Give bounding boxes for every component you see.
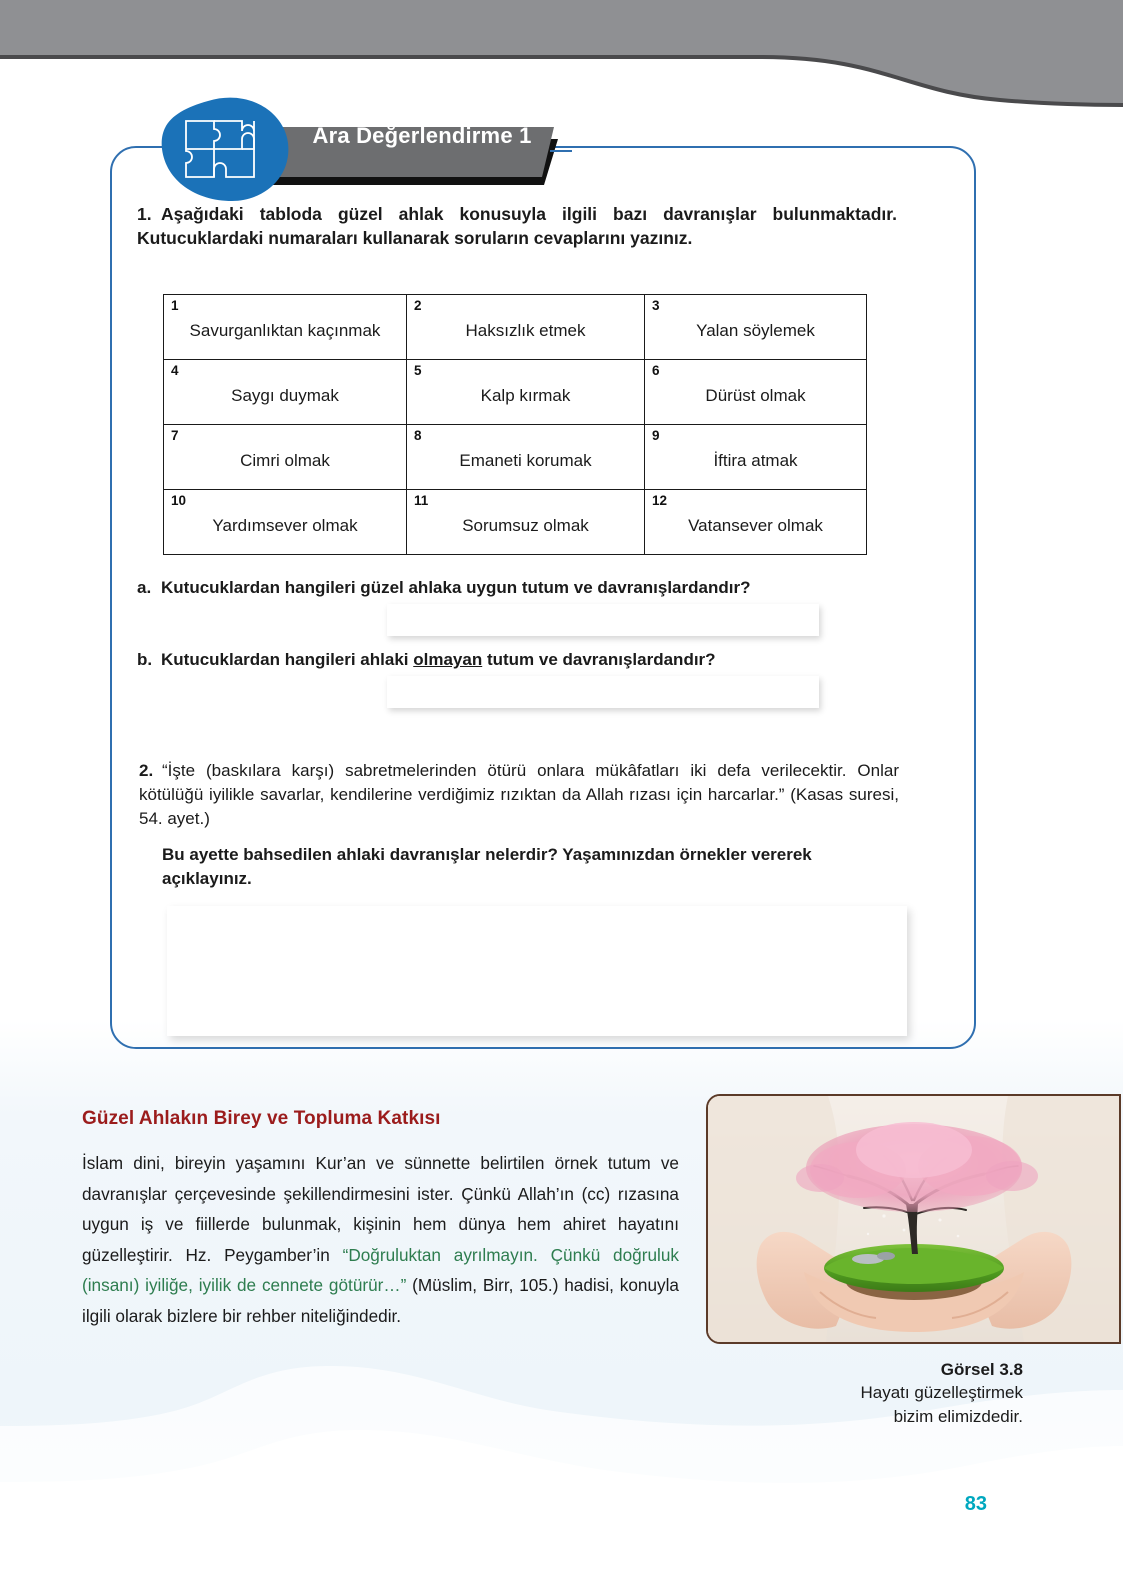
cell-text: Saygı duymak — [231, 385, 339, 405]
table-cell-12 — [645, 490, 867, 555]
cell-number: 5 — [414, 363, 422, 378]
cell-text: Dürüst olmak — [705, 385, 806, 405]
table-cell-10 — [164, 490, 407, 555]
table-cell-1 — [164, 295, 407, 360]
answer-field-question-2[interactable] — [167, 906, 907, 1036]
cell-text: İftira atmak — [713, 450, 798, 470]
article-hadith-quote: “Doğruluktan ayrılmayın. Çünkü doğruluk (insanı) iyiliğe, iyilik de cennete götürür…” — [82, 1244, 679, 1296]
cell-number: 12 — [652, 493, 668, 508]
table-cell-3 — [645, 295, 867, 360]
table-cell-2 — [407, 295, 645, 360]
cell-text: Savurganlıktan kaçınmak — [189, 320, 381, 340]
page-number: 83 — [964, 1493, 987, 1515]
question-2-prompt: Bu ayette bahsedilen ahlaki davranışlar nelerdir? Yaşamınızdan örnekler vererek açıklayınız. — [162, 845, 812, 889]
question-1 — [137, 202, 897, 250]
cell-text: Kalp kırmak — [480, 385, 571, 405]
sub-question-b — [137, 648, 757, 673]
behaviours-table — [163, 294, 867, 555]
sub-question-b-underlined: olmayan — [413, 650, 483, 669]
figure-caption-line-1: Hayatı güzelleştirmek — [860, 1383, 1023, 1403]
table-cell-6 — [645, 360, 867, 425]
cell-number: 11 — [414, 493, 429, 508]
table-cell-4 — [164, 360, 407, 425]
table-row — [164, 490, 867, 555]
badge-title: Ara Değerlendirme 1 — [312, 123, 532, 148]
cell-number: 4 — [171, 363, 179, 378]
activity-badge — [152, 93, 572, 205]
table-row — [164, 425, 867, 490]
cell-text: Yalan söylemek — [696, 320, 815, 340]
table-cell-11 — [407, 490, 645, 555]
sub-question-b-text-before: Kutucuklardan hangileri ahlaki — [161, 650, 414, 669]
cell-number: 7 — [171, 428, 179, 443]
figure-image — [706, 1094, 1121, 1344]
cell-text: Yardımsever olmak — [212, 515, 358, 535]
cell-number: 1 — [171, 298, 179, 313]
table-cell-8 — [407, 425, 645, 490]
sub-question-b-label: b. — [137, 650, 153, 669]
article-text-part-1: İslam dini, bireyin yaşamını Kur’an ve sünnette belirtilen örnek tutum ve davranışlar çerçevesinde şekillendirmesini ister. Çünkü Allah’ın (cc) rızasına uygun iş ve fiillerde bulunmak, kişinin hem dünya hem ahiret hayatını güzelleştirir. Hz. Peygamber’in — [82, 1153, 679, 1265]
cell-text: Vatansever olmak — [688, 515, 823, 535]
question-2-quote: “İşte (baskılara karşı) sabretmelerinden ötürü onlara mükâfatları iki defa verilecektir. Onlar kötülüğü iyilikle savarlar, kendilerine verdiğimiz rızıktan da Allah rızası için harcarlar.” (Kasas suresi, 54. ayet.) — [139, 761, 899, 829]
question-1-text: Aşağıdaki tabloda güzel ahlak konusuyla ilgili bazı davranışlar bulunmaktadır. Kutucuklardaki numaraları kullanarak soruların cevaplarını yazınız. — [137, 204, 897, 249]
sub-question-a-text: Kutucuklardan hangileri güzel ahlaka uygun tutum ve davranışlardandır? — [161, 578, 751, 597]
sub-question-a-label: a. — [137, 578, 152, 597]
activity-content — [110, 146, 976, 1049]
cell-number: 3 — [652, 298, 660, 313]
article-section — [82, 1108, 679, 1332]
cell-number: 2 — [414, 298, 422, 313]
answer-field-a[interactable] — [387, 604, 819, 636]
cell-text: Emaneti korumak — [459, 450, 592, 470]
question-1-number: 1. — [137, 204, 152, 224]
table-cell-7 — [164, 425, 407, 490]
cell-number: 9 — [652, 428, 660, 443]
question-2 — [139, 759, 899, 831]
cell-text: Haksızlık etmek — [465, 320, 586, 340]
article-heading: Güzel Ahlakın Birey ve Topluma Katkısı — [82, 1108, 441, 1129]
figure-block — [706, 1094, 1121, 1428]
table-row — [164, 295, 867, 360]
figure-title: Görsel 3.8 — [940, 1360, 1023, 1379]
figure-caption-line-2: bizim elimizdedir. — [893, 1406, 1023, 1426]
cell-number: 6 — [652, 363, 660, 378]
cell-number: 10 — [171, 493, 187, 508]
cell-number: 8 — [414, 428, 422, 443]
sub-question-b-text-after: tutum ve davranışlardandır? — [482, 650, 716, 669]
article-text-part-2: (Müslim, Birr, 105.) hadisi, konuyla ilgili olarak bizlere bir rehber niteliğindedir. — [82, 1275, 679, 1327]
table-row — [164, 360, 867, 425]
cell-text: Cimri olmak — [240, 450, 330, 470]
article-paragraph — [82, 1148, 679, 1332]
question-2-number: 2. — [139, 761, 154, 780]
answer-field-b[interactable] — [387, 676, 819, 708]
figure-caption — [706, 1358, 1121, 1428]
table-cell-9 — [645, 425, 867, 490]
sub-question-a — [137, 576, 757, 601]
cell-text: Sorumsuz olmak — [462, 515, 589, 535]
table-cell-5 — [407, 360, 645, 425]
